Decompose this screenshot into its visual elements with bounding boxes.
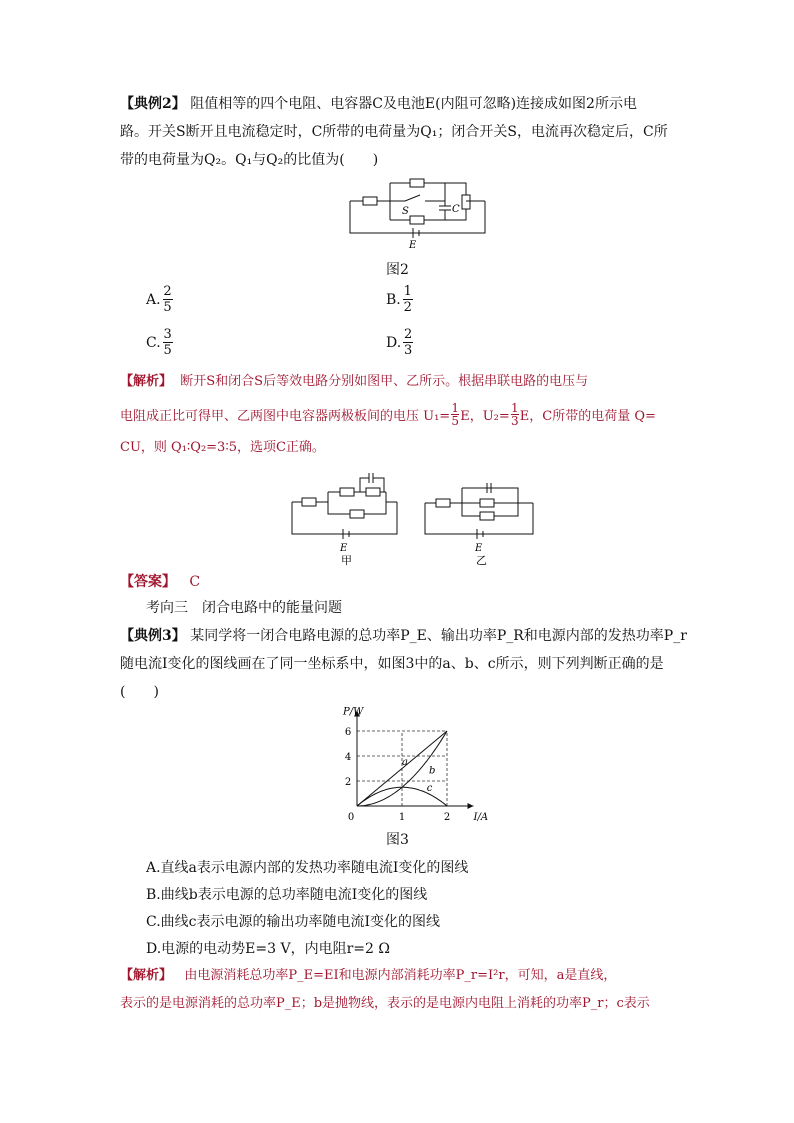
ex2-tag: 【典例2】: [120, 96, 186, 112]
ex3-option-a[interactable]: A.直线a表示电源内部的发热功率随电流I变化的图线: [146, 860, 469, 876]
frac-num: 1: [403, 284, 412, 299]
ex3-option-c[interactable]: C.曲线c表示电源的输出功率随电流I变化的图线: [146, 914, 441, 930]
ex2-line2: 路。开关S断开且电流稳定时，C所带的电荷量为Q₁；闭合开关S，电流再次稳定后，C所: [120, 124, 668, 140]
option-letter: A.: [146, 291, 161, 308]
frac-num: 3: [163, 327, 172, 342]
option-letter: D.: [386, 334, 402, 351]
y-tick-label: 6: [344, 727, 352, 738]
fig3-caption: 图3: [386, 832, 409, 848]
ex2-text1: 阻值相等的四个电阻、电容器C及电池E(内阻可忽略)连接成如图2所示电: [190, 96, 637, 112]
analysis-text: 电阻成正比可得甲、乙两图中电容器两极板间的电压 U₁=: [120, 409, 451, 424]
x-axis-label: I/A: [473, 812, 489, 823]
analysis-text: E，U₂=: [460, 409, 510, 424]
label-e: E: [409, 240, 417, 251]
series-label-b: b: [429, 765, 436, 777]
frac-num: 1: [451, 401, 460, 415]
ex2-line3: 带的电荷量为Q₂。Q₁与Q₂的比值为( ): [120, 152, 379, 168]
analysis-text: 断开S和闭合S后等效电路分别如图甲、乙所示。根据串联电路的电压与: [180, 374, 589, 389]
ex3-line3: ( ): [120, 684, 159, 700]
analysis-tag: 【解析】: [120, 374, 173, 389]
analysis-text: E，C所带的电荷量 Q=: [519, 409, 656, 424]
x-tick-label: 1: [398, 812, 406, 823]
frac-den: 2: [403, 300, 412, 315]
answer-value: C: [189, 574, 201, 590]
frac-den: 5: [451, 414, 460, 428]
x-tick-label: 2: [443, 812, 451, 823]
analysis-text: 由电源消耗总功率P_E=EI和电源内部消耗功率P_r=I²r，可知，a是直线，: [184, 968, 617, 983]
yi-caption: 乙: [476, 554, 487, 567]
yi-e: E: [475, 543, 483, 554]
ex3-option-b[interactable]: B.曲线b表示电源的总功率随电流I变化的图线: [146, 887, 428, 903]
y-axis-label: P/W: [343, 706, 364, 718]
jia-e: E: [340, 543, 348, 554]
frac-den: 3: [404, 343, 413, 358]
label-c: C: [452, 204, 460, 215]
ex3-tag: 【典例3】: [120, 628, 186, 644]
series-label-c: c: [426, 783, 433, 794]
frac-den: 5: [163, 300, 172, 315]
ex3-analysis-line1: [120, 966, 680, 986]
jia-caption: 甲: [341, 554, 352, 567]
x-tick-label: 0: [347, 812, 355, 823]
label-s: S: [402, 206, 409, 217]
frac-num: 1: [510, 401, 519, 415]
frac-den: 5: [163, 343, 172, 358]
answer-tag: 【答案】: [120, 574, 176, 590]
ex3-analysis-line2: 表示的是电源消耗的总功率P_E；b是抛物线，表示的是电源内电阻上消耗的功率P_r；c表示: [120, 996, 650, 1011]
ex3-line2: 随电流I变化的图线画在了同一坐标系中，如图3中的a、b、c所示，则下列判断正确的是: [120, 656, 664, 672]
ex2-analysis-line3: CU，则 Q₁∶Q₂=3∶5，选项C正确。: [120, 440, 325, 455]
section-title: 考向三 闭合电路中的能量问题: [146, 600, 342, 616]
fig2-caption: 图2: [386, 262, 409, 278]
frac-num: 2: [163, 284, 172, 299]
x-axis-arrow: [468, 803, 474, 809]
y-tick-label: 4: [344, 752, 352, 763]
analysis-tag: 【解析】: [120, 968, 173, 983]
option-letter: C.: [146, 334, 161, 351]
option-letter: B.: [386, 291, 401, 308]
frac-num: 2: [404, 327, 413, 342]
series-label-a: a: [402, 756, 408, 768]
frac-den: 3: [510, 414, 519, 428]
ex3-text1: 某同学将一闭合电路电源的总功率P_E、输出功率P_R和电源内部的发热功率P_r: [190, 628, 687, 644]
ex3-option-d[interactable]: D.电源的电动势E=3 V，内电阻r=2 Ω: [146, 941, 390, 957]
y-tick-label: 2: [344, 777, 352, 788]
